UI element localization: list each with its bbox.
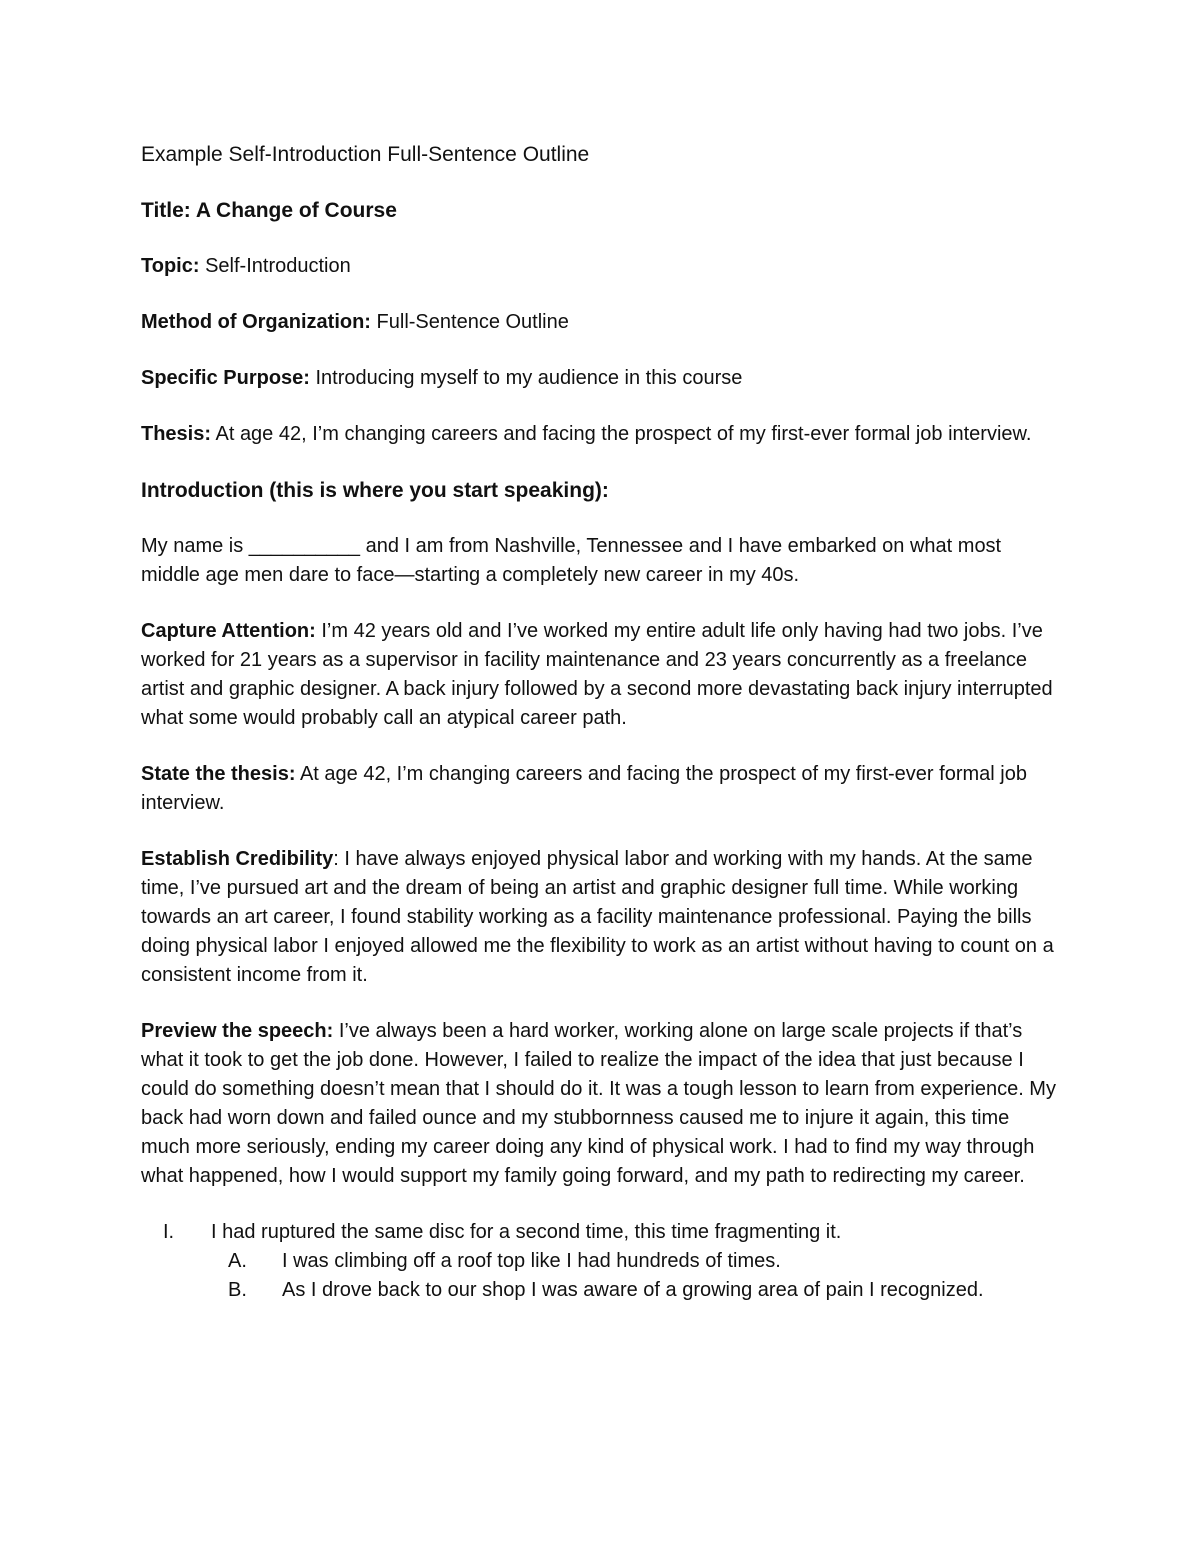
preview-label: Preview the speech: xyxy=(141,1020,334,1042)
purpose-text: Introducing myself to my audience in this course xyxy=(315,367,743,389)
topic-label: Topic: xyxy=(141,255,200,277)
credibility-label: Establish Credibility xyxy=(141,848,334,870)
intro-paragraph: My name is __________ and I am from Nashville, Tennessee and I have embarked on what most middle age men dare to face—starting a completely new career in my 40s. xyxy=(141,535,1002,586)
preview-text: I’ve always been a hard worker, working alone on large scale projects if that’s what it took to get the job done. However, I failed to realize the impact of the idea that just because I could do something doesn’t mean that I should do it. It was a tough lesson to learn from experience. My back had worn down and failed ounce and my stubbornness caused me to injure it again, this time much more seriously, ending my career doing any kind of physical work. I had to find my way through what happened, how I would support my family going forward, and my path to redirecting my career. xyxy=(141,1020,1056,1187)
subpoint-text: As I drove back to our shop I was aware of a growing area of pain I recognized. xyxy=(282,1279,984,1301)
introduction-heading: Introduction (this is where you start speaking): xyxy=(141,479,609,502)
state-thesis-paragraph xyxy=(141,760,1061,818)
outline-subpoint xyxy=(141,1276,1061,1305)
purpose-line xyxy=(141,364,1061,393)
state-thesis-text: At age 42, I’m changing careers and facing the prospect of my first-ever formal job interview. xyxy=(141,763,1027,814)
credibility-paragraph xyxy=(141,845,1061,990)
subpoint-text: I was climbing off a roof top like I had hundreds of times. xyxy=(282,1250,781,1272)
main-point-number: I. xyxy=(163,1221,175,1243)
state-thesis-label: State the thesis: xyxy=(141,763,296,785)
topic-line xyxy=(141,252,1061,281)
capture-text: I’m 42 years old and I’ve worked my entire adult life only having had two jobs. I’ve worked for 21 years as a supervisor in facility maintenance and 23 years concurrently as a freelance artist and graphic designer. A back injury followed by a second more devastating back injury interrupted what some would probably call an atypical career path. xyxy=(141,620,1053,729)
method-text: Full-Sentence Outline xyxy=(376,311,569,333)
outline-subpoint xyxy=(141,1247,1061,1276)
speech-title: Title: A Change of Course xyxy=(141,199,397,222)
credibility-text: : I have always enjoyed physical labor and working with my hands. At the same time, I’ve pursued art and the dream of being an artist and graphic designer full time. While working towards an art career, I found stability working as a facility maintenance professional. Paying the bills doing physical labor I enjoyed allowed me the flexibility to work as an artist without having to count on a consistent income from it. xyxy=(141,848,1054,986)
outline-list xyxy=(141,1218,1061,1305)
capture-label: Capture Attention: xyxy=(141,620,316,642)
document-heading: Example Self-Introduction Full-Sentence Outline xyxy=(141,143,590,166)
thesis-text: At age 42, I’m changing careers and facing the prospect of my first-ever formal job interview. xyxy=(215,423,1032,445)
subpoint-number: B. xyxy=(228,1279,247,1301)
document-page xyxy=(141,140,1061,1305)
outline-main-point xyxy=(141,1218,1061,1247)
method-line xyxy=(141,308,1061,337)
purpose-label: Specific Purpose: xyxy=(141,367,310,389)
thesis-label: Thesis: xyxy=(141,423,212,445)
subpoint-number: A. xyxy=(228,1250,247,1272)
thesis-line xyxy=(141,420,1061,449)
main-point-text: I had ruptured the same disc for a second time, this time fragmenting it. xyxy=(211,1221,842,1243)
capture-attention-paragraph xyxy=(141,617,1061,733)
topic-text: Self-Introduction xyxy=(205,255,351,277)
method-label: Method of Organization: xyxy=(141,311,371,333)
preview-paragraph xyxy=(141,1017,1061,1191)
